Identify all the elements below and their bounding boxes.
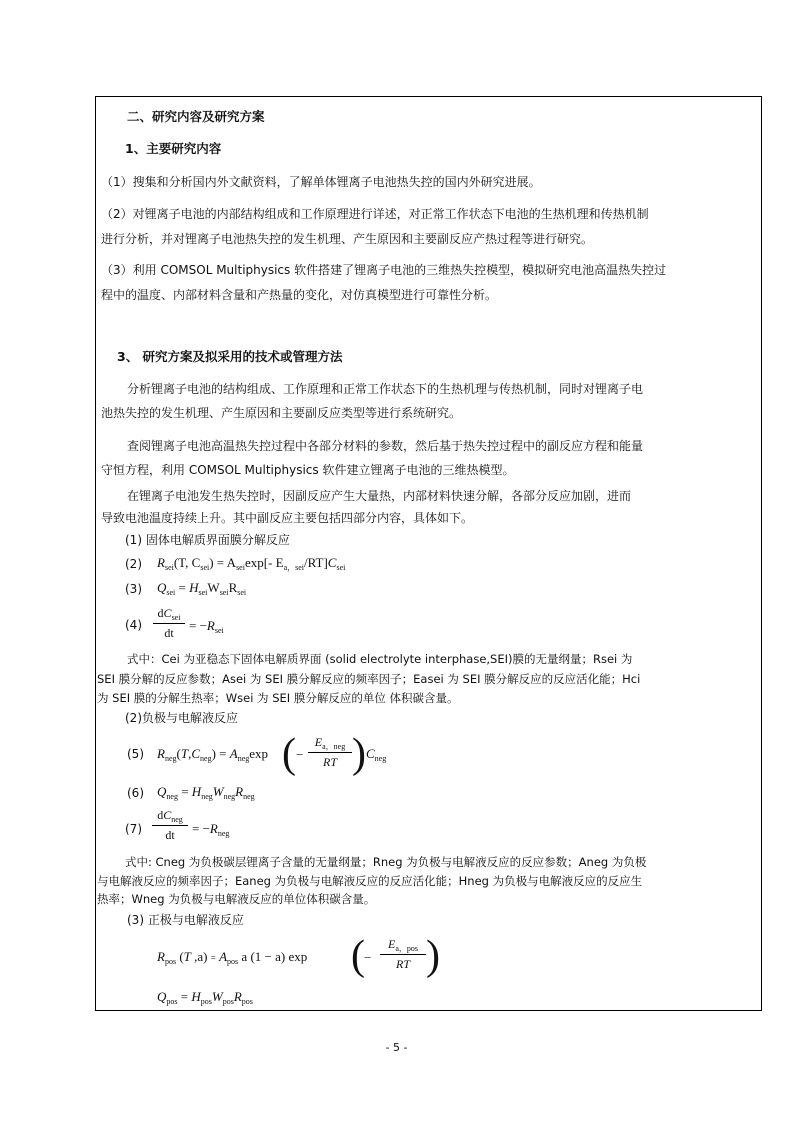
equation-5-lhs: $R_{neg}(T,C_{neg}) = A_{neg}\exp$: [157, 746, 269, 763]
equation-4-fraction: $dC_{sei}$ dt: [153, 606, 185, 641]
equation-3: $Q_{sei} = H_{sei}W_{sei}R_{sei}$: [157, 580, 247, 597]
neg-note-line-3: 热率；Wneg 为负极与电解液反应的单位体积碳含量。: [97, 892, 376, 906]
eq3-label: (3): [125, 582, 142, 596]
method-paragraph-1: 分析锂离子电池的结构组成、工作原理和正常工作状态下的生热机理与传热机制，同时对锂离子电: [127, 382, 644, 396]
equation-8-fraction: $E_{a,pos}$ RT: [380, 937, 426, 972]
eq6-label: (6): [127, 786, 144, 800]
sei-heading: (1) 固体电解质界面膜分解反应: [125, 533, 290, 547]
equation-8-right-paren: ): [426, 933, 440, 979]
neg-note-line-1: 式中: Cneg 为负极碳层锂离子含量的无量纲量；Rneg 为负极与电解液反应的反应参数；Aneg 为负极: [125, 855, 647, 869]
subsection-title-1: 1、主要研究内容: [125, 141, 222, 156]
equation-7-fraction: $dC_{neg}$ dt: [152, 808, 188, 843]
content-item-1: （1）搜集和分析国内外文献资料，了解单体锂离子电池热失控的国内外研究进展。: [101, 175, 541, 189]
equation-2: $R_{sei}(T$, $C_{sei}) = A_{sei}\exp[-$ $E_{a,sei}/RT]C_{sei}$: [157, 555, 346, 572]
equation-5-tail: $C_{neg}$: [366, 746, 387, 763]
eq4-label: (4): [125, 618, 142, 632]
sei-note-line-2: SEI 膜分解的反应参数；Asei 为 SEI 膜分解反应的频率因子；Easei 为 SEI 膜分解反应的反应活化能；Hci: [97, 672, 641, 686]
method-paragraph-2-cont: 守恒方程，利用 COMSOL Multiphysics 软件建立锂离子电池的三维热模型。: [101, 463, 515, 477]
method-paragraph-3: 在锂离子电池发生热失控时，因副反应产生大量热，内部材料快速分解，各部分反应加剧，进而: [127, 489, 632, 503]
content-item-2: （2）对锂离子电池的内部结构组成和工作原理进行详述，对正常工作状态下电池的生热机理和传热机制: [101, 207, 649, 221]
section-title: 二、研究内容及研究方案: [127, 109, 265, 124]
equation-4-rhs: = $-R_{sei}$: [189, 618, 224, 635]
equation-9: $Q_{pos} = H_{pos}W_{pos}R_{pos}$: [157, 989, 253, 1006]
eq2-label: (2): [125, 557, 142, 571]
method-paragraph-1-cont: 池热失控的发生机理、产生原因和主要副反应类型等进行系统研究。: [101, 406, 462, 420]
equation-8-left-paren: (: [351, 933, 365, 979]
equation-5-fraction: $E_{a,neg}$ RT: [308, 735, 352, 770]
eq5-label: (5): [127, 747, 144, 761]
page-number: - 5 -: [385, 1041, 408, 1054]
content-item-2-cont: 进行分析，并对锂离子电池热失控的发生机理、产生原因和主要副反应产热过程等进行研究。: [101, 232, 594, 246]
equation-6: $Q_{neg} = H_{neg}W_{neg}R_{neg}$: [157, 784, 255, 801]
eq7-label: (7): [125, 822, 142, 836]
equation-8-minus: −: [364, 950, 372, 965]
sei-note-line-3: 为 SEI 膜的分解生热率；Wsei 为 SEI 膜分解反应的单位 体积碳含量。: [97, 691, 459, 705]
subsection-title-3: 3、 研究方案及拟采用的技术或管理方法: [117, 349, 343, 364]
neg-heading: (2)负极与电解液反应: [125, 711, 238, 725]
equation-5-right-paren: ): [352, 731, 366, 777]
pos-heading: (3) 正极与电解液反应: [127, 913, 244, 927]
method-paragraph-3-cont: 导致电池温度持续上升。其中副反应主要包括四部分内容，具体如下。: [101, 511, 474, 525]
content-item-3: （3）利用 COMSOL Multiphysics 软件搭建了锂离子电池的三维热失控模型，模拟研究电池高温热失控过: [101, 263, 667, 277]
content-item-3-cont: 程中的温度、内部材料含量和产热量的变化，对仿真模型进行可靠性分析。: [101, 288, 498, 302]
neg-note-line-2: 与电解液反应的频率因子；Eaneg 为负极与电解液反应的反应活化能；Hneg 为负极与电解液反应的反应生: [97, 874, 643, 888]
sei-note-line-1: 式中：Cei 为亚稳态下固体电解质界面 (solid electrolyte interphase,SEI)膜的无量纲量；Rsei 为: [127, 652, 633, 666]
equation-8-lhs: $R_{pos}$ (T $,a) = A_{pos}$ a (1 − a) exp: [157, 949, 308, 966]
equation-5-minus: −: [296, 747, 304, 762]
equation-5-left-paren: (: [282, 731, 296, 777]
equation-7-rhs: = $-R_{neg}$: [192, 821, 230, 838]
method-paragraph-2: 查阅锂离子电池高温热失控过程中各部分材料的参数，然后基于热失控过程中的副反应方程和能量: [127, 439, 644, 453]
